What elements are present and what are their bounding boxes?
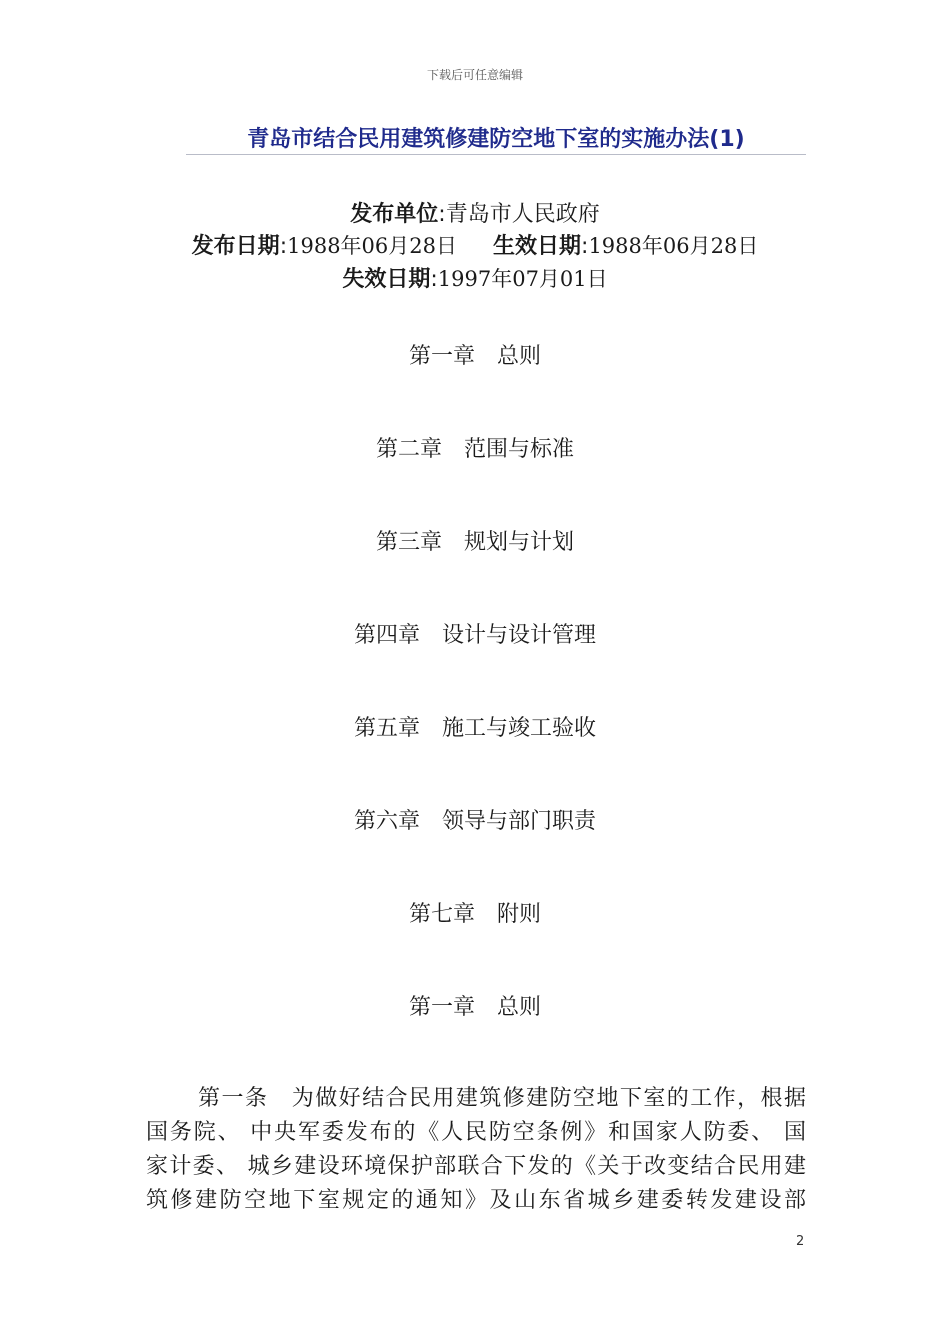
issuer-label: 发布单位 (350, 202, 439, 227)
colon: : (438, 202, 446, 227)
article-paragraph (146, 1082, 806, 1218)
expire-date-value: 1997年07月01日 (437, 267, 608, 291)
publish-date-value: 1988年06月28日 (287, 234, 457, 258)
issuer-value: 青岛市人民政府 (445, 202, 600, 227)
colon: : (430, 267, 438, 292)
chapter-heading-3: 第三章 规划与计划 (375, 530, 574, 555)
paragraph-line: 国务院、 中央军委发布的《人民防空条例》和国家人防委、 国 (146, 1120, 806, 1145)
title-divider (186, 154, 806, 155)
colon: : (279, 234, 288, 259)
paragraph-line: 家计委、 城乡建设环境保护部联合下发的《关于改变结合民用建 (146, 1154, 806, 1179)
colon: : (581, 234, 589, 259)
paragraph-line: 第一条 为做好结合民用建筑修建防空地下室的工作，根据 (198, 1086, 806, 1111)
header-note: 下载后可任意编辑 (426, 68, 523, 82)
chapter-heading-2: 第二章 范围与标准 (375, 437, 574, 462)
effective-date-value: 1988年06月28日 (588, 234, 759, 258)
chapter-heading-7: 第七章 附则 (408, 902, 541, 927)
issuer-line (0, 197, 950, 228)
expire-line (0, 262, 950, 293)
expire-date-label: 失效日期 (342, 267, 431, 292)
chapter-heading-1: 第一章 总则 (408, 344, 541, 369)
document-title: 青岛市结合民用建筑修建防空地下室的实施办法(1) (247, 127, 745, 152)
section-heading: 第一章 总则 (408, 995, 541, 1020)
chapter-heading-6: 第六章 领导与部门职责 (353, 809, 596, 834)
chapter-heading-4: 第四章 设计与设计管理 (353, 623, 596, 648)
page-number: 2 (796, 1234, 805, 1249)
date-line (0, 229, 950, 260)
publish-date-label: 发布日期 (191, 234, 280, 259)
effective-date-label: 生效日期 (493, 234, 582, 259)
chapter-heading-5: 第五章 施工与竣工验收 (353, 716, 596, 741)
paragraph-line: 筑修建防空地下室规定的通知》及山东省城乡建委转发建设部 (146, 1188, 806, 1213)
